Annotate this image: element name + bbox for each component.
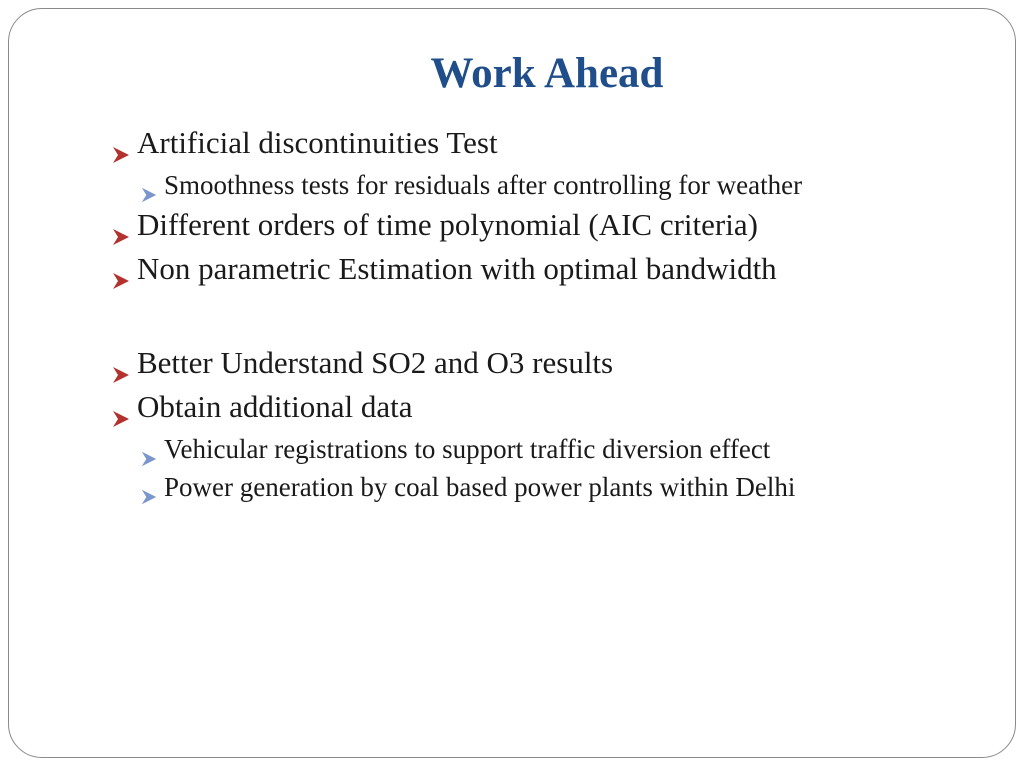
arrow-bullet-icon xyxy=(111,215,131,235)
bullet-list xyxy=(109,121,989,505)
spacer xyxy=(109,291,989,341)
arrow-bullet-icon xyxy=(140,441,158,459)
sub-bullet-item xyxy=(108,167,989,203)
arrow-bullet-icon xyxy=(140,479,158,497)
bullet-text: Better Understand SO2 and O3 results xyxy=(137,345,614,380)
bullet-text: Obtain additional data xyxy=(137,389,413,424)
slide xyxy=(8,8,1016,758)
arrow-bullet-icon xyxy=(111,353,131,373)
bullet-text: Artificial discontinuities Test xyxy=(137,125,498,160)
arrow-bullet-icon xyxy=(111,133,131,153)
sub-bullet-item xyxy=(108,469,989,505)
sub-bullet-text: Vehicular registrations to support traffic diversion effect xyxy=(164,434,771,464)
bullet-item xyxy=(109,341,989,385)
arrow-bullet-icon xyxy=(140,177,158,195)
sub-bullet-text: Power generation by coal based power plants within Delhi xyxy=(164,472,796,502)
sub-bullet-item xyxy=(108,431,989,467)
bullet-text: Different orders of time polynomial (AIC criteria) xyxy=(137,207,758,242)
slide-title: Work Ahead xyxy=(430,50,664,97)
arrow-bullet-icon xyxy=(111,397,131,417)
arrow-bullet-icon xyxy=(111,259,131,279)
sub-bullet-text: Smoothness tests for residuals after controlling for weather xyxy=(164,170,803,200)
bullet-text: Non parametric Estimation with optimal bandwidth xyxy=(137,251,777,286)
bullet-item xyxy=(109,385,989,429)
bullet-item xyxy=(109,247,989,291)
bullet-item xyxy=(109,203,989,247)
bullet-item xyxy=(109,121,989,165)
